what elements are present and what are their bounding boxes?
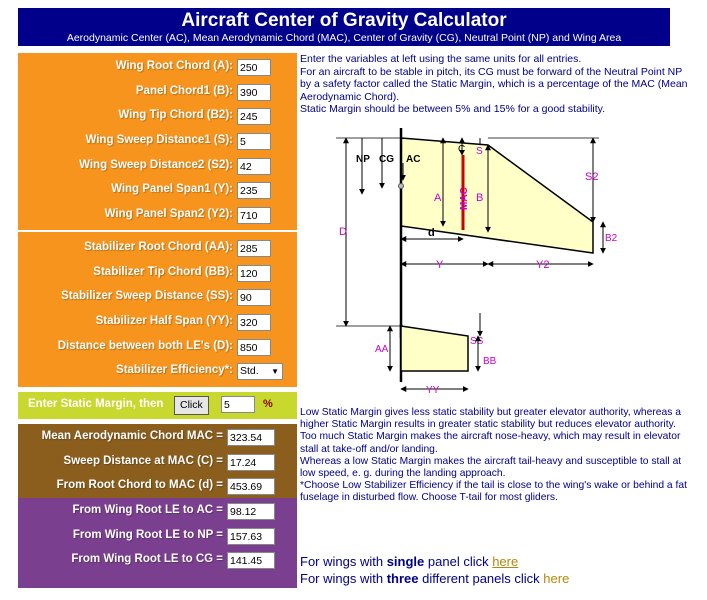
- input-row: [18, 105, 297, 130]
- field-label: Wing Sweep Distance1 (S):: [85, 134, 233, 147]
- y-label: Y: [436, 259, 444, 271]
- link-suffix: different panels click: [418, 571, 544, 586]
- wing-sweep-distance1-input[interactable]: 5: [237, 133, 271, 150]
- input-row: [18, 204, 297, 229]
- le-to-cg-output[interactable]: 141.45: [227, 552, 275, 569]
- a-label: A: [434, 192, 442, 204]
- yy-label: YY: [426, 385, 440, 396]
- field-label: Wing Sweep Distance2 (S2):: [79, 158, 233, 171]
- field-label: Stabilizer Efficiency*:: [116, 364, 233, 377]
- result-row: [18, 426, 297, 451]
- b-label: B: [476, 192, 484, 204]
- link-bold: single: [386, 554, 425, 569]
- result-row: [18, 549, 297, 574]
- field-label: Distance between both LE's (D):: [57, 339, 233, 352]
- mac-results-panel: [18, 424, 297, 498]
- chevron-down-icon: ▼: [271, 367, 279, 377]
- page-title: Aircraft Center of Gravity Calculator: [181, 10, 507, 31]
- wing-tip-chord-input[interactable]: 245: [237, 108, 271, 125]
- link-bold: three: [386, 571, 419, 586]
- input-row: [18, 360, 297, 385]
- stabilizer-inputs-panel: [18, 232, 297, 387]
- input-row: [18, 237, 297, 262]
- click-button[interactable]: Click: [174, 396, 209, 415]
- wing-inputs-panel: [18, 53, 297, 230]
- d-big-label: D: [339, 226, 347, 238]
- ac-label: AC: [406, 154, 421, 165]
- le-to-np-output[interactable]: 157.63: [227, 528, 275, 545]
- input-row: [18, 130, 297, 155]
- three-panel-link[interactable]: here: [543, 571, 570, 586]
- le-distance-input[interactable]: 850: [237, 339, 271, 356]
- y2-label: Y2: [536, 259, 550, 271]
- s2-label: S2: [585, 171, 599, 183]
- result-row: [18, 500, 297, 525]
- notes-text: [300, 407, 695, 505]
- intro-line: Static Margin should be between 5% and 15% for a good stability.: [300, 103, 606, 115]
- mac-output[interactable]: 323.54: [227, 429, 275, 446]
- panel-chord1-input[interactable]: 390: [237, 84, 271, 101]
- stab-tip-chord-input[interactable]: 120: [237, 265, 271, 282]
- field-label: Wing Tip Chord (B2):: [118, 109, 233, 122]
- sweep-at-mac-output[interactable]: 17.24: [227, 454, 275, 471]
- wing-sweep-distance2-input[interactable]: 42: [237, 158, 271, 175]
- note-line: Too much Static Margin makes the aircraft nose-heavy, which may result in elevator stall at take-off and/or landing.: [300, 431, 681, 455]
- position-results-panel: [18, 498, 297, 588]
- wing-root-chord-input[interactable]: 250: [237, 59, 271, 76]
- cg-label: CG: [379, 154, 394, 165]
- link-suffix: panel click: [424, 554, 493, 569]
- input-row: [18, 336, 297, 361]
- field-label: Wing Panel Span2 (Y2):: [104, 208, 233, 221]
- link-prefix: For wings with: [300, 571, 387, 586]
- intro-text: [300, 53, 695, 116]
- stab-sweep-distance-input[interactable]: 90: [237, 289, 271, 306]
- wing-diagram: [300, 118, 700, 403]
- intro-line: For an aircraft to be stable in pitch, its CG must be forward of the Neutral Point NP by a safety factor called the Static Margin, which is a percentage of the MAC (Mean Aerodynamic Chord).: [300, 65, 688, 103]
- c-label: C: [458, 144, 466, 155]
- note-line: Low Static Margin gives less static stability but greater elevator authority, whereas a higher Static Margin results in greater static stability but reduces elevator authority.: [300, 407, 681, 431]
- percent-unit: %: [263, 398, 273, 410]
- field-label: Stabilizer Tip Chord (BB):: [93, 265, 233, 278]
- static-margin-input[interactable]: 5: [221, 396, 255, 413]
- static-margin-label: Enter Static Margin, then: [28, 398, 164, 410]
- wing-panel-span1-input[interactable]: 235: [237, 182, 271, 199]
- field-label: Wing Panel Span1 (Y):: [111, 183, 233, 196]
- link-prefix: For wings with: [300, 554, 387, 569]
- stab-root-chord-input[interactable]: 285: [237, 240, 271, 257]
- link-line: [300, 553, 569, 570]
- note-line: *Choose Low Stabilizer Efficiency if the tail is close to the wing's wake or behind a fat fuselage in disturbed flow. Choose T-tail for most gliders.: [300, 480, 687, 504]
- input-row: [18, 56, 297, 81]
- result-row: [18, 525, 297, 550]
- result-label: Sweep Distance at MAC (C) =: [63, 454, 223, 467]
- le-to-ac-output[interactable]: 98.12: [227, 503, 275, 520]
- result-label: Mean Aerodynamic Chord MAC =: [41, 430, 223, 442]
- result-row: [18, 451, 297, 476]
- static-margin-bar: [18, 392, 297, 419]
- np-label: NP: [356, 154, 370, 165]
- d-small-label: d: [428, 227, 435, 239]
- input-row: [18, 155, 297, 180]
- input-row: [18, 286, 297, 311]
- wing-panel-span2-input[interactable]: 710: [237, 207, 271, 224]
- stabilizer-shape: [401, 326, 468, 371]
- single-panel-link[interactable]: here: [492, 554, 519, 569]
- ss-label: SS: [470, 336, 484, 347]
- root-to-mac-output[interactable]: 453.69: [227, 478, 275, 495]
- bb-label: BB: [483, 356, 497, 367]
- page-subtitle: Aerodynamic Center (AC), Mean Aerodynamic Chord (MAC), Center of Gravity (CG), Neutral Point (NP) and Wing Area: [66, 32, 622, 44]
- cg-marker: [399, 184, 404, 189]
- page-header: [18, 8, 670, 46]
- aa-label: AA: [375, 344, 389, 355]
- result-label: From Wing Root LE to CG =: [71, 553, 223, 566]
- field-label: Stabilizer Root Chord (AA):: [84, 241, 233, 253]
- stab-half-span-input[interactable]: 320: [237, 314, 271, 331]
- input-row: [18, 81, 297, 106]
- stab-efficiency-select[interactable]: [237, 363, 283, 380]
- result-label: From Wing Root LE to NP =: [72, 528, 223, 541]
- input-row: [18, 262, 297, 287]
- s-label: S: [476, 146, 483, 157]
- input-row: [18, 311, 297, 336]
- intro-line: Enter the variables at left using the same units for all entries.: [300, 53, 582, 65]
- field-label: Stabilizer Sweep Distance (SS):: [61, 290, 233, 303]
- result-row: [18, 475, 297, 500]
- mac-label: MAC: [459, 187, 470, 210]
- note-line: Whereas a low Static Margin makes the aircraft tail-heavy and susceptible to stall at low speed, e. g. during the landing approach.: [300, 455, 682, 480]
- input-row: [18, 179, 297, 204]
- field-label: Panel Chord1 (B):: [135, 84, 233, 97]
- panel-links: [300, 553, 569, 587]
- select-value: Std.: [240, 365, 259, 378]
- b2-label: B2: [605, 233, 618, 244]
- result-label: From Wing Root LE to AC =: [72, 504, 223, 516]
- result-label: From Root Chord to MAC (d) =: [56, 479, 223, 492]
- field-label: Stabilizer Half Span (YY):: [95, 315, 233, 328]
- link-line: [300, 570, 569, 587]
- field-label: Wing Root Chord (A):: [115, 60, 233, 72]
